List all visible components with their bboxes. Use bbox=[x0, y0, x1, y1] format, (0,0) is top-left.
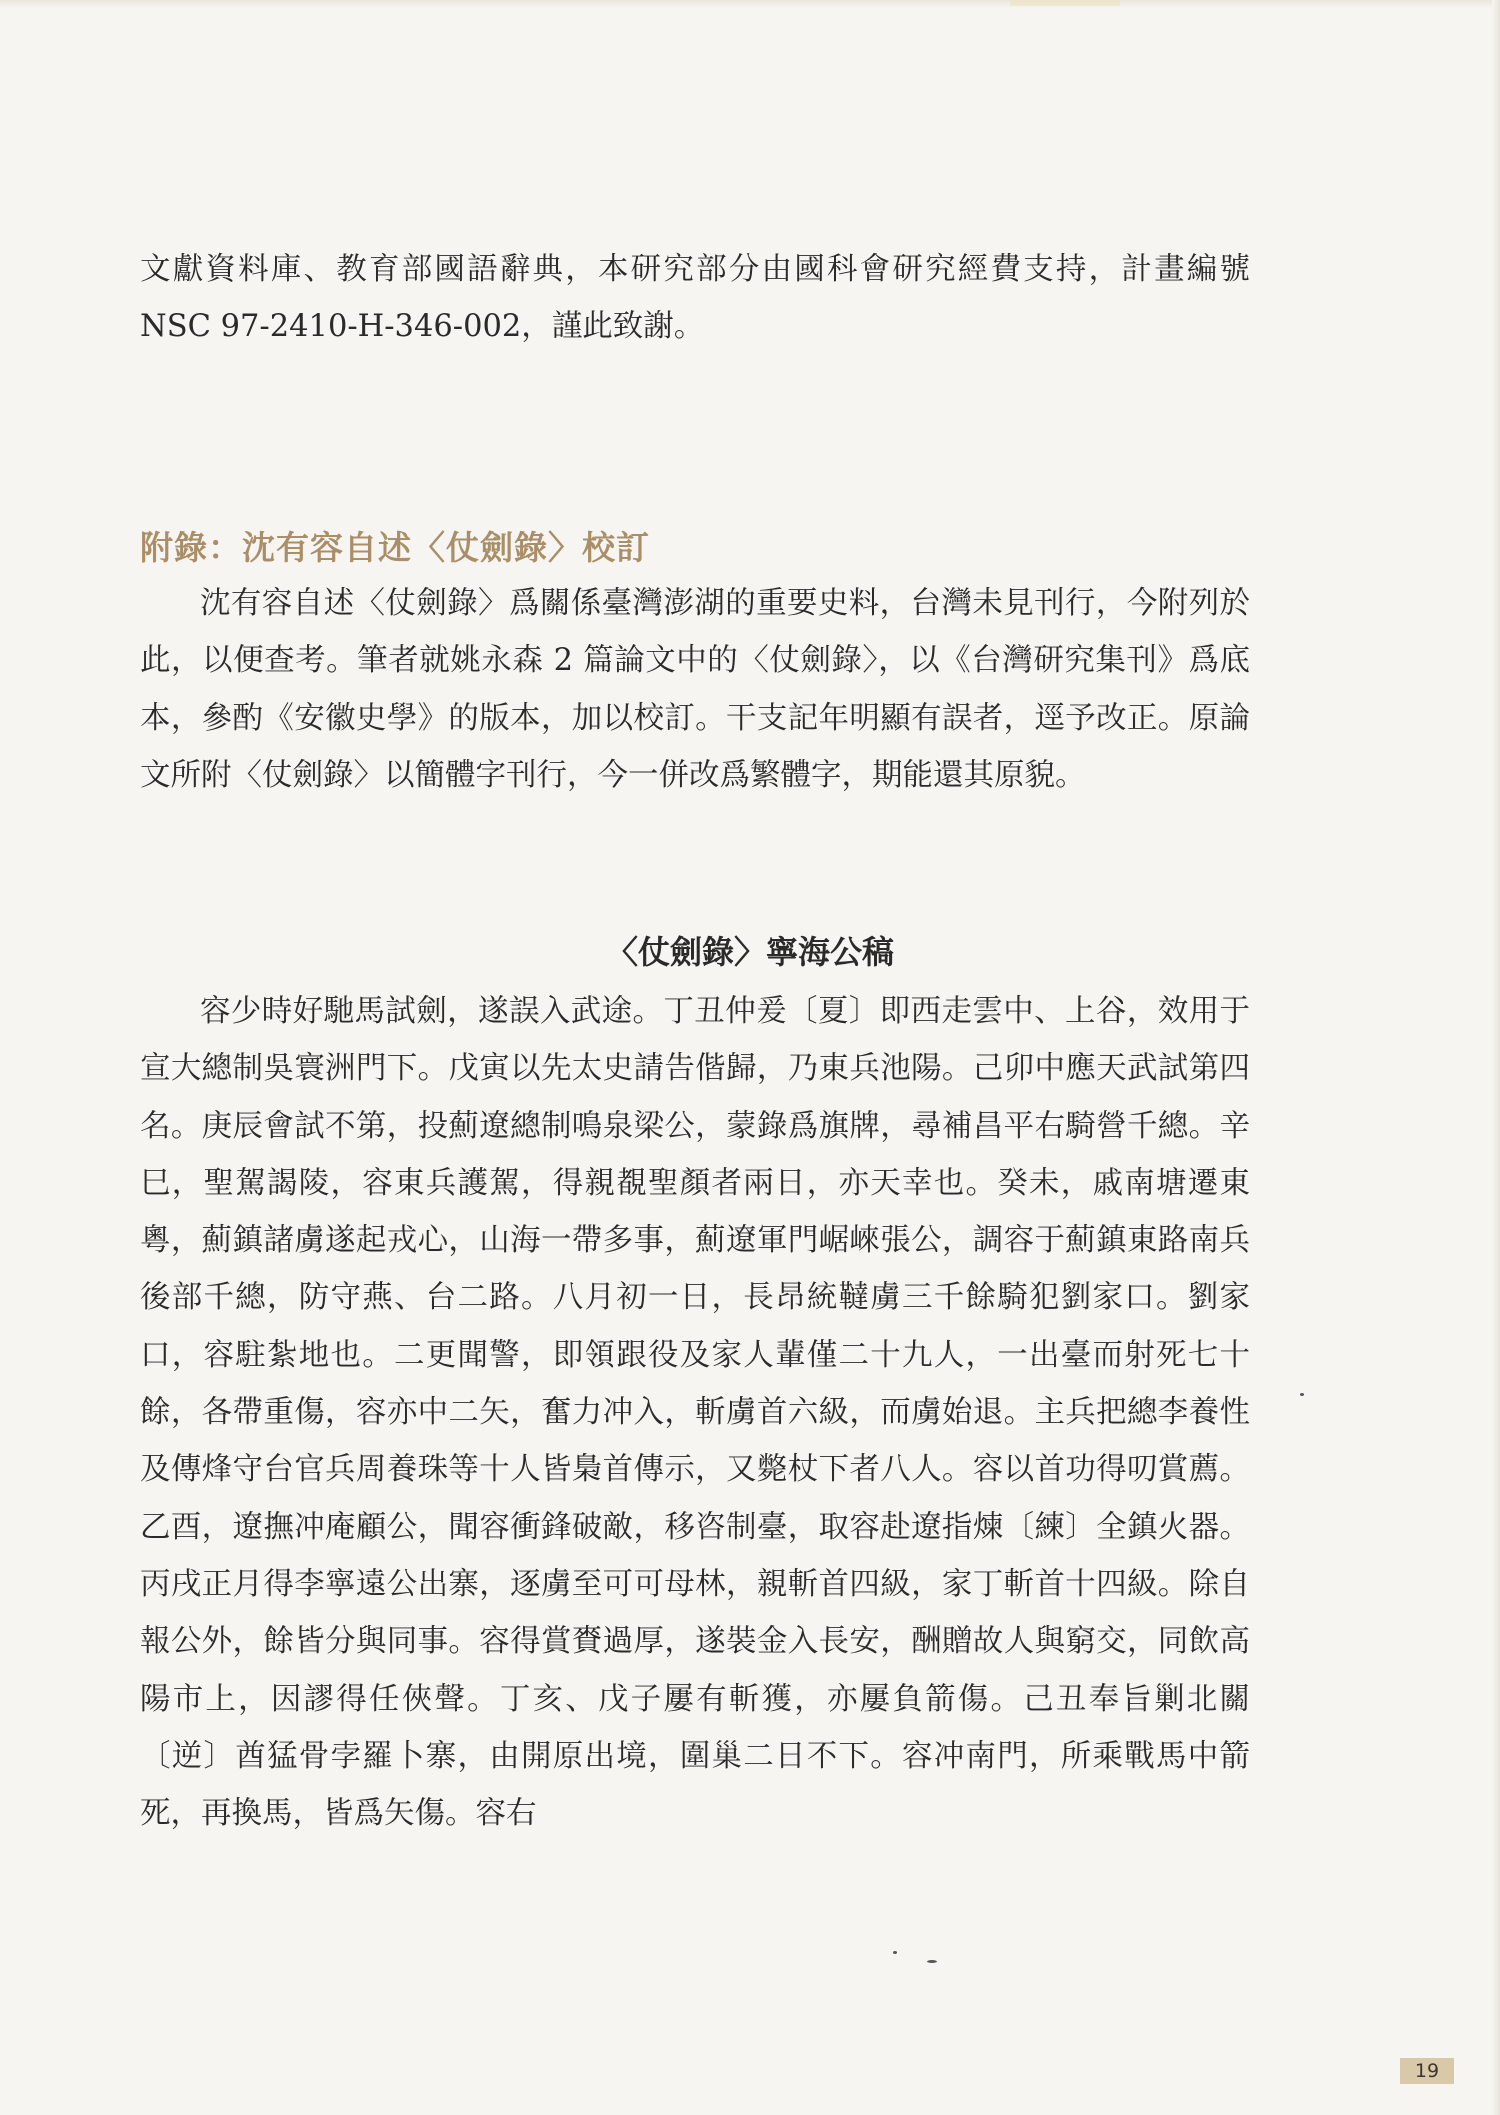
scan-speck bbox=[1300, 1393, 1304, 1396]
document-body-paragraph: 容少時好馳馬試劍，遂誤入武途。丁丑仲爰〔夏〕即西走雲中、上谷，效用于宣大總制吳寰洲門下。戊寅以先太史請告偕歸，乃東兵池陽。己卯中應天武試第四名。庚辰會試不第，投薊遼總制鳴泉梁公，蒙錄爲旗牌，尋補昌平右騎營千總。辛巳，聖駕謁陵，容東兵護駕，得親覩聖顏者兩日，亦天幸也。癸未，戚南塘遷東粵，薊鎮諸虜遂起戎心，山海一帶多事，薊遼軍門崌崍張公，調容于薊鎮東路南兵後部千總，防守燕、台二路。八月初一日，長昂統韃虜三千餘騎犯劉家口。劉家口，容駐紮地也。二更聞警，即領跟役及家人輩僅二十九人，一出臺而射死七十餘，各帶重傷，容亦中二矢，奮力冲入，斬虜首六級，而虜始退。主兵把總李養性及傳烽守台官兵周養珠等十人皆梟首傳示，又斃杖下者八人。容以首功得叨賞薦。乙酉，遼撫冲庵顧公，聞容衝鋒破敵，移咨制臺，取容赴遼指煉〔練〕全鎮火器。丙戌正月得李寧遠公出寨，逐虜至可可母林，親斬首四級，家丁斬首十四級。除自報公外，餘皆分與同事。容得賞賚過厚，遂裝金入長安，酬贈故人與窮交，同飲高陽市上，因謬得任俠聲。丁亥、戊子屢有斬獲，亦屢負箭傷。己丑奉旨剿北關〔逆〕酋猛骨孛羅卜寨，由開原出境，圍巢二日不下。容冲南門，所乘戰馬中箭死，再換馬，皆爲矢傷。容右 bbox=[140, 994, 1250, 1832]
document-subtitle: 〈仗劍錄〉寧海公稿 bbox=[605, 933, 894, 971]
page-right-edge bbox=[1492, 0, 1500, 2115]
scan-speck bbox=[893, 1951, 897, 1954]
page-top-mark bbox=[1010, 0, 1120, 6]
page-number: 19 bbox=[1400, 2058, 1454, 2084]
page-top-edge bbox=[0, 0, 1500, 8]
acknowledgement-paragraph: 文獻資料庫、教育部國語辭典，本研究部分由國科會研究經費支持，計畫編號 NSC 97-2410-H-346-002，謹此致謝。 bbox=[140, 252, 1250, 345]
scan-speck bbox=[927, 1960, 937, 1963]
appendix-title: 附錄：沈有容自述〈仗劍錄〉校訂 bbox=[140, 528, 650, 567]
appendix-intro-paragraph: 沈有容自述〈仗劍錄〉爲關係臺灣澎湖的重要史料，台灣未見刊行，今附列於此，以便查考。筆者就姚永森 2 篇論文中的〈仗劍錄〉，以《台灣研究集刊》爲底本，參酌《安徽史學》的版本，加以校訂。干支記年明顯有誤者，逕予改正。原論文所附〈仗劍錄〉以簡體字刊行，今一併改爲繁體字，期能還其原貌。 bbox=[140, 586, 1250, 793]
